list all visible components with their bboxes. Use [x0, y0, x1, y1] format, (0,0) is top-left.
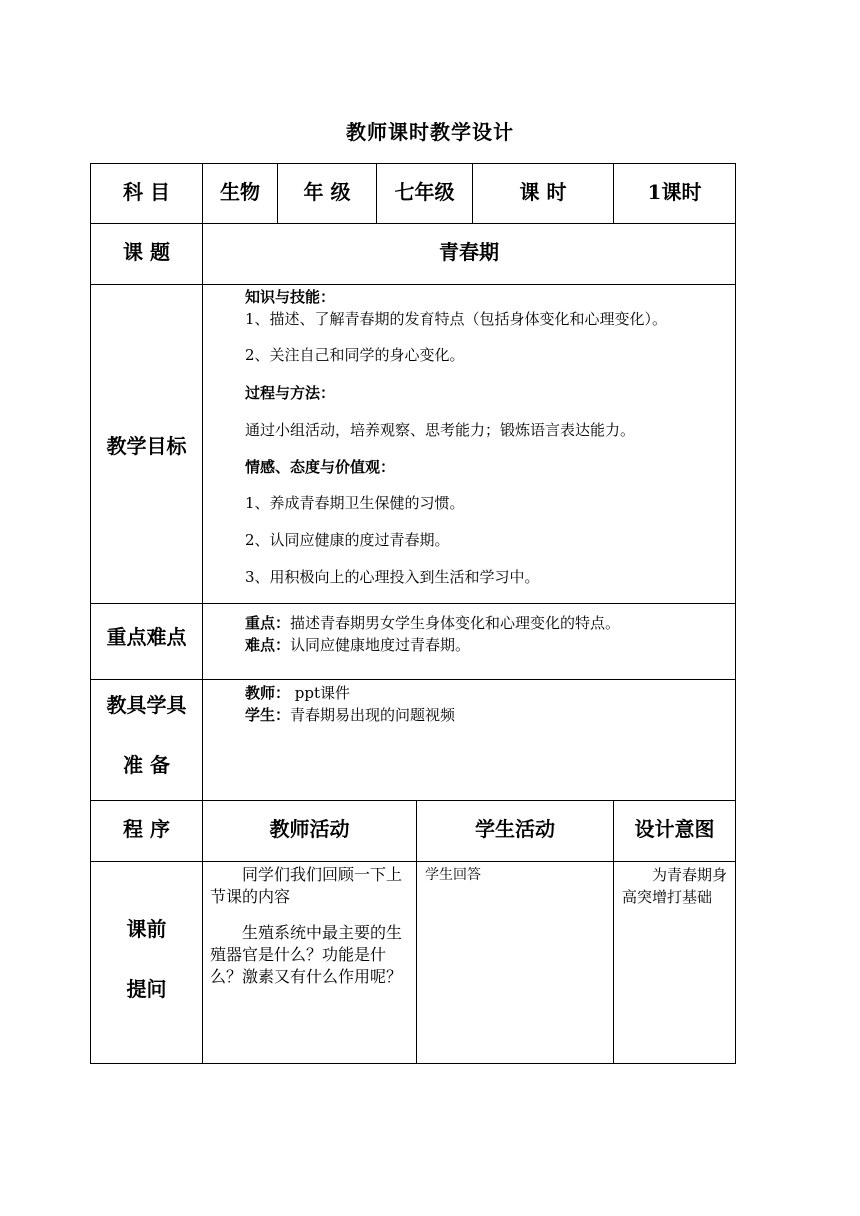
emotion-item-1: 1、养成青春期卫生保健的习惯。	[245, 494, 465, 512]
process-heading: 过程与方法：	[245, 384, 336, 402]
grade-label: 年 级	[303, 180, 351, 204]
topic-label: 课 题	[123, 240, 170, 264]
subject-label: 科 目	[123, 180, 170, 204]
student-materials-line	[245, 705, 455, 725]
knowledge-item-1: 1、描述、了解青春期的发育特点（包括身体变化和心理变化）。	[245, 310, 668, 328]
key-label: 重点：	[245, 614, 291, 632]
difficult-text: 认同应健康地度过青春期。	[290, 636, 471, 654]
knowledge-item-2: 2、关注自己和同学的身心变化。	[245, 346, 465, 364]
knowledge-heading: 知识与技能：	[245, 288, 336, 306]
preclass-label-line1: 课前	[126, 916, 167, 941]
procedure-student-header: 学生活动	[475, 817, 555, 841]
materials-label-line2: 准 备	[123, 752, 170, 777]
preclass-student-activity: 学生回答	[425, 867, 481, 883]
materials-label-line1: 教具学具	[106, 692, 187, 717]
key-points-label: 重点难点	[106, 624, 187, 649]
period-label: 课 时	[519, 180, 567, 204]
difficult-label: 难点：	[245, 636, 291, 654]
objectives-label: 教学目标	[106, 433, 187, 458]
document-title: 教师课时教学设计	[346, 120, 514, 144]
student-materials-text: 青春期易出现的问题视频	[290, 706, 456, 724]
period-value: 1课时	[647, 180, 702, 204]
teacher-materials-line	[245, 683, 350, 703]
emotion-heading: 情感、态度与价值观：	[245, 458, 396, 476]
process-item-1: 通过小组活动，培养观察、思考能力；锻炼语言表达能力。	[245, 421, 636, 439]
key-point-line	[245, 613, 620, 633]
emotion-item-2: 2、认同应健康的度过青春期。	[245, 531, 450, 549]
preclass-teacher-paragraph-1: 同学们我们回顾一下上节课的内容	[210, 865, 403, 906]
procedure-teacher-header: 教师活动	[269, 817, 350, 841]
preclass-label-line2: 提问	[126, 976, 167, 1001]
student-materials-label: 学生：	[245, 706, 291, 724]
preclass-teacher-paragraph-2: 生殖系统中最主要的生殖器官是什么？功能是什么？激素又有什么作用呢？	[210, 923, 403, 986]
subject-value: 生物	[220, 180, 260, 204]
teacher-materials-label: 教师：	[245, 684, 291, 702]
procedure-intent-header: 设计意图	[634, 817, 715, 841]
teacher-materials-text: ppt课件	[290, 684, 351, 702]
grade-value: 七年级	[394, 180, 455, 204]
emotion-item-3: 3、用积极向上的心理投入到生活和学习中。	[245, 568, 540, 586]
key-text: 描述青春期男女学生身体变化和心理变化的特点。	[290, 614, 621, 632]
topic-value: 青春期	[439, 240, 499, 264]
preclass-design-intent: 为青春期身高突增打基础	[622, 866, 728, 906]
difficult-point-line	[245, 635, 470, 655]
procedure-step-header: 程 序	[123, 817, 170, 841]
